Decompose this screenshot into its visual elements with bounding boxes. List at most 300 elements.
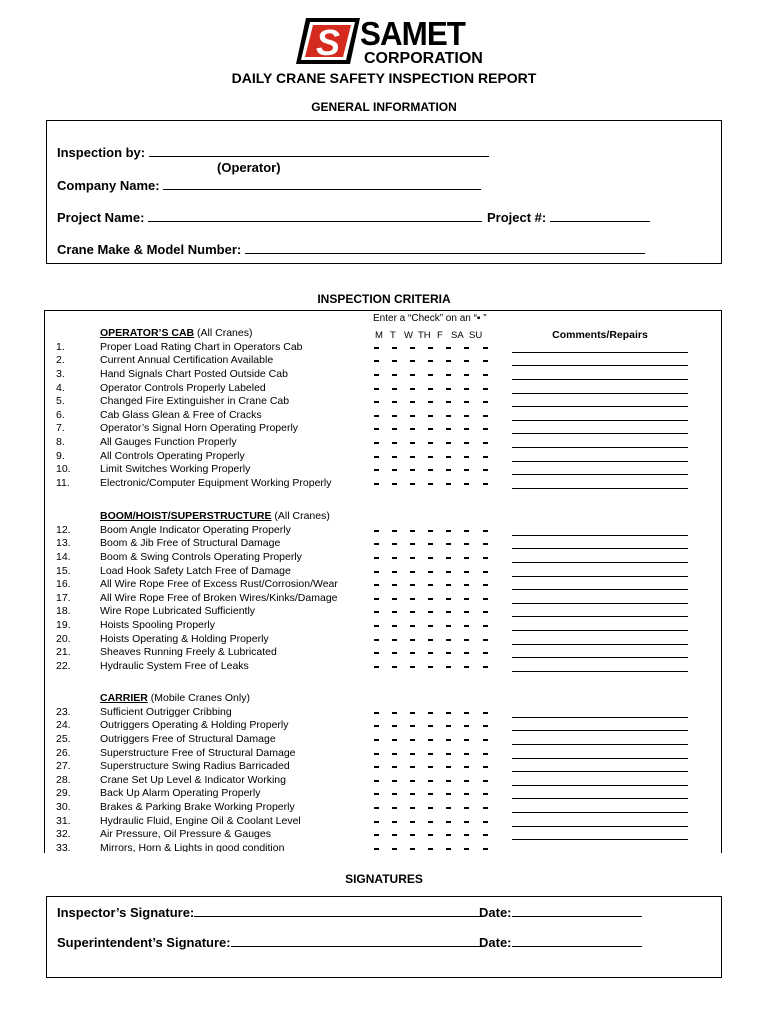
day-checkbox[interactable] bbox=[410, 598, 415, 600]
day-checkbox[interactable] bbox=[374, 584, 379, 586]
day-checkbox[interactable] bbox=[392, 469, 397, 471]
day-checkbox[interactable] bbox=[464, 415, 469, 417]
day-checkbox[interactable] bbox=[410, 834, 415, 836]
day-checkbox[interactable] bbox=[410, 428, 415, 430]
day-checkbox[interactable] bbox=[464, 374, 469, 376]
day-checkbox[interactable] bbox=[374, 483, 379, 485]
day-checkbox[interactable] bbox=[464, 821, 469, 823]
day-checkbox[interactable] bbox=[483, 739, 488, 741]
day-checkbox[interactable] bbox=[410, 666, 415, 668]
comment-line[interactable] bbox=[512, 775, 688, 786]
day-checkbox[interactable] bbox=[483, 793, 488, 795]
day-checkbox[interactable] bbox=[446, 766, 451, 768]
day-checkbox[interactable] bbox=[446, 401, 451, 403]
day-checkbox[interactable] bbox=[374, 848, 379, 850]
day-checkbox[interactable] bbox=[464, 543, 469, 545]
day-checkbox[interactable] bbox=[410, 543, 415, 545]
day-checkbox[interactable] bbox=[392, 388, 397, 390]
day-checkbox[interactable] bbox=[446, 456, 451, 458]
day-checkbox[interactable] bbox=[374, 571, 379, 573]
project-name-field[interactable] bbox=[57, 209, 482, 225]
day-checkbox[interactable] bbox=[446, 543, 451, 545]
superintendent-signature-field[interactable] bbox=[57, 934, 483, 950]
day-checkbox[interactable] bbox=[464, 625, 469, 627]
day-checkbox[interactable] bbox=[428, 821, 433, 823]
day-checkbox[interactable] bbox=[428, 456, 433, 458]
day-checkbox[interactable] bbox=[428, 666, 433, 668]
day-checkbox[interactable] bbox=[410, 415, 415, 417]
day-checkbox[interactable] bbox=[392, 766, 397, 768]
day-checkbox[interactable] bbox=[446, 571, 451, 573]
day-checkbox[interactable] bbox=[464, 442, 469, 444]
day-checkbox[interactable] bbox=[410, 571, 415, 573]
day-checkbox[interactable] bbox=[428, 415, 433, 417]
comment-line[interactable] bbox=[512, 552, 688, 563]
day-checkbox[interactable] bbox=[446, 848, 451, 850]
day-checkbox[interactable] bbox=[483, 611, 488, 613]
item-number: 23. bbox=[56, 705, 71, 718]
day-checkbox[interactable] bbox=[392, 821, 397, 823]
day-checkbox[interactable] bbox=[464, 483, 469, 485]
inspector-date-field[interactable] bbox=[479, 904, 642, 920]
day-checkbox[interactable] bbox=[428, 780, 433, 782]
project-name-line[interactable] bbox=[148, 209, 482, 222]
day-checkbox[interactable] bbox=[428, 652, 433, 654]
day-checkbox[interactable] bbox=[483, 347, 488, 349]
day-checkbox[interactable] bbox=[374, 415, 379, 417]
comment-line[interactable] bbox=[512, 355, 688, 366]
day-checkbox[interactable] bbox=[410, 388, 415, 390]
day-checkbox[interactable] bbox=[392, 442, 397, 444]
day-checkbox[interactable] bbox=[446, 625, 451, 627]
inspection-by-field[interactable] bbox=[57, 144, 489, 160]
day-checkbox[interactable] bbox=[483, 834, 488, 836]
day-checkbox[interactable] bbox=[374, 360, 379, 362]
day-checkbox[interactable] bbox=[446, 611, 451, 613]
day-checkbox[interactable] bbox=[410, 611, 415, 613]
day-checkbox[interactable] bbox=[483, 442, 488, 444]
day-checkbox[interactable] bbox=[464, 666, 469, 668]
inspector-signature-field[interactable] bbox=[57, 904, 480, 920]
day-checkbox[interactable] bbox=[410, 530, 415, 532]
day-checkbox[interactable] bbox=[483, 807, 488, 809]
day-checkbox[interactable] bbox=[392, 347, 397, 349]
day-checkbox[interactable] bbox=[483, 415, 488, 417]
day-checkbox[interactable] bbox=[428, 428, 433, 430]
day-header: SA bbox=[451, 330, 464, 341]
day-checkbox[interactable] bbox=[483, 530, 488, 532]
day-checkbox[interactable] bbox=[464, 834, 469, 836]
day-checkbox[interactable] bbox=[483, 753, 488, 755]
day-checkbox[interactable] bbox=[374, 374, 379, 376]
inspector-date-line[interactable] bbox=[512, 904, 642, 917]
day-checkbox[interactable] bbox=[446, 666, 451, 668]
superintendent-date-field[interactable] bbox=[479, 934, 642, 950]
day-checkbox[interactable] bbox=[483, 571, 488, 573]
inspection-by-label: Inspection by: bbox=[57, 145, 146, 160]
comment-line[interactable] bbox=[512, 606, 688, 617]
day-checkbox[interactable] bbox=[428, 725, 433, 727]
day-checkbox[interactable] bbox=[446, 652, 451, 654]
comment-line[interactable] bbox=[512, 437, 688, 448]
day-checkbox[interactable] bbox=[374, 652, 379, 654]
day-checkbox[interactable] bbox=[446, 780, 451, 782]
checklist-row bbox=[0, 733, 768, 747]
day-checkbox[interactable] bbox=[446, 598, 451, 600]
comment-line[interactable] bbox=[512, 720, 688, 731]
day-checkbox[interactable] bbox=[428, 793, 433, 795]
day-checkbox[interactable] bbox=[410, 807, 415, 809]
day-checkbox[interactable] bbox=[374, 753, 379, 755]
day-checkbox[interactable] bbox=[374, 442, 379, 444]
day-checkbox[interactable] bbox=[374, 625, 379, 627]
day-checkbox[interactable] bbox=[464, 652, 469, 654]
day-checkbox[interactable] bbox=[374, 557, 379, 559]
day-checkbox[interactable] bbox=[410, 712, 415, 714]
day-checkbox[interactable] bbox=[483, 401, 488, 403]
day-checkbox[interactable] bbox=[446, 725, 451, 727]
day-checkbox[interactable] bbox=[464, 530, 469, 532]
day-checkbox[interactable] bbox=[392, 571, 397, 573]
day-checkbox[interactable] bbox=[428, 834, 433, 836]
checklist-row bbox=[0, 368, 768, 382]
day-checkbox[interactable] bbox=[410, 780, 415, 782]
day-checkbox[interactable] bbox=[464, 456, 469, 458]
day-checkbox[interactable] bbox=[374, 456, 379, 458]
day-checkbox[interactable] bbox=[374, 725, 379, 727]
day-checkbox[interactable] bbox=[428, 374, 433, 376]
day-checkbox[interactable] bbox=[446, 639, 451, 641]
comment-line[interactable] bbox=[512, 464, 688, 475]
day-checkbox[interactable] bbox=[428, 401, 433, 403]
day-checkbox[interactable] bbox=[410, 456, 415, 458]
checklist-row bbox=[0, 477, 768, 491]
day-checkbox[interactable] bbox=[410, 347, 415, 349]
inspection-by-line[interactable] bbox=[149, 144, 489, 157]
day-checkbox[interactable] bbox=[483, 428, 488, 430]
comment-line[interactable] bbox=[512, 538, 688, 549]
day-checkbox[interactable] bbox=[410, 793, 415, 795]
comment-line[interactable] bbox=[512, 342, 688, 353]
day-checkbox[interactable] bbox=[392, 712, 397, 714]
item-text: Hand Signals Chart Posted Outside Cab bbox=[100, 368, 288, 380]
day-checkbox[interactable] bbox=[483, 557, 488, 559]
day-checkbox[interactable] bbox=[446, 739, 451, 741]
day-checkbox[interactable] bbox=[464, 639, 469, 641]
day-checkbox[interactable] bbox=[483, 780, 488, 782]
day-checkbox[interactable] bbox=[428, 530, 433, 532]
day-checkbox[interactable] bbox=[392, 625, 397, 627]
day-checkbox[interactable] bbox=[374, 469, 379, 471]
day-checkbox[interactable] bbox=[410, 584, 415, 586]
company-name-line[interactable] bbox=[163, 177, 481, 190]
day-checkbox[interactable] bbox=[392, 848, 397, 850]
day-checkbox[interactable] bbox=[392, 360, 397, 362]
day-checkbox[interactable] bbox=[446, 442, 451, 444]
day-checkbox[interactable] bbox=[446, 360, 451, 362]
day-checkbox[interactable] bbox=[374, 428, 379, 430]
day-checkbox[interactable] bbox=[446, 753, 451, 755]
day-checkbox[interactable] bbox=[428, 598, 433, 600]
day-checkbox[interactable] bbox=[446, 374, 451, 376]
comment-line[interactable] bbox=[512, 761, 688, 772]
day-checkbox[interactable] bbox=[464, 347, 469, 349]
comment-line[interactable] bbox=[512, 707, 688, 718]
day-checkbox[interactable] bbox=[446, 712, 451, 714]
day-checkbox[interactable] bbox=[410, 360, 415, 362]
comment-line[interactable] bbox=[512, 634, 688, 645]
day-checkbox[interactable] bbox=[374, 347, 379, 349]
day-checkbox[interactable] bbox=[483, 625, 488, 627]
day-checkbox[interactable] bbox=[428, 442, 433, 444]
day-checkbox[interactable] bbox=[410, 766, 415, 768]
comment-line[interactable] bbox=[512, 579, 688, 590]
comment-line[interactable] bbox=[512, 451, 688, 462]
day-checkbox[interactable] bbox=[464, 584, 469, 586]
day-checkbox[interactable] bbox=[410, 739, 415, 741]
day-checkbox[interactable] bbox=[446, 584, 451, 586]
day-checkbox[interactable] bbox=[410, 557, 415, 559]
day-checkbox[interactable] bbox=[392, 611, 397, 613]
day-checkbox[interactable] bbox=[392, 374, 397, 376]
day-checkbox[interactable] bbox=[483, 456, 488, 458]
day-checkbox[interactable] bbox=[464, 712, 469, 714]
item-text: Boom Angle Indicator Operating Properly bbox=[100, 523, 291, 536]
day-checkbox[interactable] bbox=[446, 428, 451, 430]
day-checkbox[interactable] bbox=[374, 780, 379, 782]
day-checkbox[interactable] bbox=[392, 401, 397, 403]
day-checkbox[interactable] bbox=[464, 753, 469, 755]
day-checkbox[interactable] bbox=[464, 428, 469, 430]
comment-line[interactable] bbox=[512, 802, 688, 813]
comment-line[interactable] bbox=[512, 593, 688, 604]
comment-line[interactable] bbox=[512, 748, 688, 759]
day-checkbox[interactable] bbox=[374, 834, 379, 836]
day-checkbox[interactable] bbox=[428, 584, 433, 586]
day-checkbox[interactable] bbox=[428, 611, 433, 613]
day-checkbox[interactable] bbox=[392, 739, 397, 741]
day-checkbox[interactable] bbox=[374, 543, 379, 545]
day-header: W bbox=[404, 330, 413, 341]
crane-make-field[interactable] bbox=[57, 241, 645, 257]
day-checkbox[interactable] bbox=[410, 483, 415, 485]
day-checkbox[interactable] bbox=[464, 766, 469, 768]
day-checkbox[interactable] bbox=[392, 415, 397, 417]
day-checkbox[interactable] bbox=[374, 739, 379, 741]
day-checkbox[interactable] bbox=[464, 611, 469, 613]
day-checkbox[interactable] bbox=[410, 639, 415, 641]
inspector-signature-line[interactable] bbox=[194, 904, 480, 917]
day-checkbox[interactable] bbox=[410, 374, 415, 376]
company-name-field[interactable] bbox=[57, 177, 481, 193]
day-checkbox[interactable] bbox=[428, 712, 433, 714]
comment-line[interactable] bbox=[512, 478, 688, 489]
day-checkbox[interactable] bbox=[410, 848, 415, 850]
day-checkbox[interactable] bbox=[374, 401, 379, 403]
day-checkbox[interactable] bbox=[374, 598, 379, 600]
day-checkbox[interactable] bbox=[410, 625, 415, 627]
day-checkbox[interactable] bbox=[428, 739, 433, 741]
general-info-box bbox=[46, 120, 722, 264]
crane-make-line[interactable] bbox=[245, 241, 645, 254]
day-checkbox[interactable] bbox=[464, 780, 469, 782]
superintendent-signature-line[interactable] bbox=[231, 934, 483, 947]
day-checkbox[interactable] bbox=[428, 347, 433, 349]
day-checkbox[interactable] bbox=[464, 598, 469, 600]
project-number-field[interactable] bbox=[487, 209, 650, 225]
day-checkbox[interactable] bbox=[428, 557, 433, 559]
day-checkbox[interactable] bbox=[483, 725, 488, 727]
day-checkbox[interactable] bbox=[374, 530, 379, 532]
day-checkbox[interactable] bbox=[392, 753, 397, 755]
day-checkbox[interactable] bbox=[410, 401, 415, 403]
day-checkbox[interactable] bbox=[464, 848, 469, 850]
day-checkbox[interactable] bbox=[428, 807, 433, 809]
day-checkbox[interactable] bbox=[483, 666, 488, 668]
day-checkbox[interactable] bbox=[392, 639, 397, 641]
day-checkbox[interactable] bbox=[464, 571, 469, 573]
day-checkbox[interactable] bbox=[392, 780, 397, 782]
day-checkbox[interactable] bbox=[410, 442, 415, 444]
comment-line[interactable] bbox=[512, 423, 688, 434]
day-checkbox[interactable] bbox=[428, 571, 433, 573]
day-checkbox[interactable] bbox=[483, 712, 488, 714]
day-checkbox[interactable] bbox=[446, 821, 451, 823]
day-checkbox[interactable] bbox=[428, 753, 433, 755]
comment-line[interactable] bbox=[512, 661, 688, 672]
day-checkbox[interactable] bbox=[464, 469, 469, 471]
day-checkbox[interactable] bbox=[410, 821, 415, 823]
day-checkbox[interactable] bbox=[446, 347, 451, 349]
day-checkbox[interactable] bbox=[392, 584, 397, 586]
comment-line[interactable] bbox=[512, 829, 688, 840]
day-checkbox[interactable] bbox=[483, 483, 488, 485]
day-checkbox[interactable] bbox=[392, 483, 397, 485]
day-checkbox[interactable] bbox=[483, 598, 488, 600]
day-checkbox[interactable] bbox=[392, 428, 397, 430]
comment-line[interactable] bbox=[512, 566, 688, 577]
superintendent-date-line[interactable] bbox=[512, 934, 642, 947]
day-checkbox[interactable] bbox=[374, 766, 379, 768]
item-text: Hoists Spooling Properly bbox=[100, 619, 215, 631]
day-checkbox[interactable] bbox=[483, 360, 488, 362]
day-checkbox[interactable] bbox=[464, 401, 469, 403]
day-checkbox[interactable] bbox=[446, 834, 451, 836]
day-checkbox[interactable] bbox=[392, 725, 397, 727]
day-checkbox[interactable] bbox=[446, 469, 451, 471]
checklist-row bbox=[0, 422, 768, 436]
day-checkbox[interactable] bbox=[428, 766, 433, 768]
day-checkbox[interactable] bbox=[428, 360, 433, 362]
logo-wordmark: SAMET bbox=[360, 15, 465, 52]
day-checkbox[interactable] bbox=[392, 530, 397, 532]
comment-line[interactable] bbox=[512, 525, 688, 536]
day-checkbox[interactable] bbox=[392, 834, 397, 836]
comment-line[interactable] bbox=[512, 369, 688, 380]
day-checkbox[interactable] bbox=[428, 639, 433, 641]
day-checkbox[interactable] bbox=[464, 793, 469, 795]
day-checkbox[interactable] bbox=[392, 543, 397, 545]
day-checkbox[interactable] bbox=[410, 469, 415, 471]
comment-line[interactable] bbox=[512, 396, 688, 407]
day-checkbox[interactable] bbox=[464, 725, 469, 727]
day-checkbox[interactable] bbox=[446, 793, 451, 795]
day-checkbox[interactable] bbox=[483, 639, 488, 641]
comment-line[interactable] bbox=[512, 816, 688, 827]
day-checkbox[interactable] bbox=[374, 821, 379, 823]
day-checkbox[interactable] bbox=[392, 807, 397, 809]
day-checkbox[interactable] bbox=[464, 360, 469, 362]
item-number: 10. bbox=[56, 463, 71, 476]
day-checkbox[interactable] bbox=[483, 766, 488, 768]
day-checkbox[interactable] bbox=[374, 793, 379, 795]
item-text: All Wire Rope Free of Excess Rust/Corrosion/Wear bbox=[100, 578, 338, 591]
day-checkbox[interactable] bbox=[410, 753, 415, 755]
comment-line[interactable] bbox=[512, 620, 688, 631]
day-checkbox[interactable] bbox=[446, 807, 451, 809]
day-checkbox[interactable] bbox=[464, 739, 469, 741]
day-checkbox[interactable] bbox=[428, 469, 433, 471]
day-checkbox[interactable] bbox=[392, 557, 397, 559]
inspector-signature-label: Inspector’s Signature: bbox=[57, 905, 195, 920]
day-checkbox[interactable] bbox=[374, 666, 379, 668]
project-number-line[interactable] bbox=[550, 209, 650, 222]
day-checkbox[interactable] bbox=[392, 456, 397, 458]
comment-line[interactable] bbox=[512, 734, 688, 745]
day-checkbox[interactable] bbox=[428, 625, 433, 627]
day-checkbox[interactable] bbox=[428, 388, 433, 390]
day-checkbox[interactable] bbox=[483, 821, 488, 823]
day-checkbox[interactable] bbox=[428, 483, 433, 485]
day-checkbox[interactable] bbox=[374, 807, 379, 809]
day-checkbox[interactable] bbox=[483, 543, 488, 545]
day-checkbox[interactable] bbox=[483, 584, 488, 586]
item-text: Cab Glass Glean & Free of Cracks bbox=[100, 408, 262, 421]
comment-line[interactable] bbox=[512, 410, 688, 421]
day-checkbox[interactable] bbox=[374, 611, 379, 613]
day-checkbox[interactable] bbox=[392, 793, 397, 795]
day-checkbox[interactable] bbox=[483, 469, 488, 471]
day-checkbox[interactable] bbox=[374, 388, 379, 390]
day-checkbox[interactable] bbox=[410, 725, 415, 727]
project-number-label: Project #: bbox=[487, 210, 547, 225]
day-checkbox[interactable] bbox=[483, 374, 488, 376]
day-checkbox[interactable] bbox=[392, 598, 397, 600]
day-checkbox[interactable] bbox=[410, 652, 415, 654]
day-checkbox[interactable] bbox=[464, 388, 469, 390]
section-header bbox=[100, 510, 330, 522]
day-checkbox[interactable] bbox=[483, 848, 488, 850]
day-checkbox[interactable] bbox=[446, 415, 451, 417]
day-checkbox[interactable] bbox=[464, 807, 469, 809]
day-checkbox[interactable] bbox=[446, 557, 451, 559]
day-checkbox[interactable] bbox=[428, 543, 433, 545]
day-checkbox[interactable] bbox=[428, 848, 433, 850]
day-checkbox[interactable] bbox=[374, 712, 379, 714]
comment-line[interactable] bbox=[512, 647, 688, 658]
day-checkbox[interactable] bbox=[483, 388, 488, 390]
comment-line[interactable] bbox=[512, 788, 688, 799]
day-checkbox[interactable] bbox=[392, 652, 397, 654]
day-checkbox[interactable] bbox=[446, 530, 451, 532]
day-checkbox[interactable] bbox=[446, 388, 451, 390]
day-checkbox[interactable] bbox=[392, 666, 397, 668]
day-checkbox[interactable] bbox=[374, 639, 379, 641]
day-checkbox[interactable] bbox=[483, 652, 488, 654]
day-checkbox[interactable] bbox=[464, 557, 469, 559]
day-checkbox[interactable] bbox=[446, 483, 451, 485]
comment-line[interactable] bbox=[512, 383, 688, 394]
